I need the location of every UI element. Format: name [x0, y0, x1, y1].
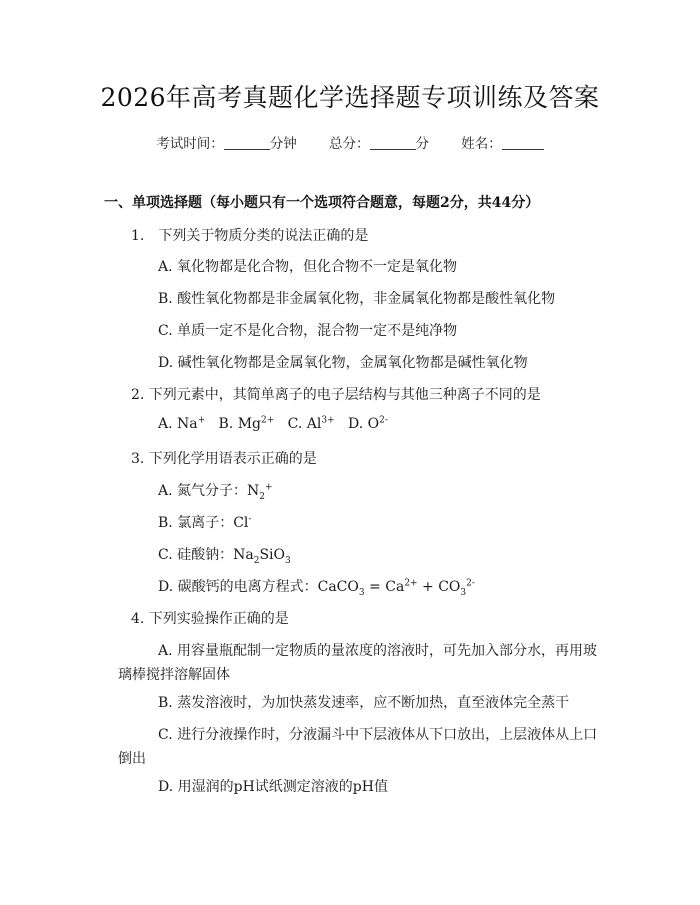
- total-score: 总分： 分: [329, 136, 429, 152]
- question-4-option-b[interactable]: B. 蒸发溶液时，为加快蒸发速率，应不断加热，直至液体完全蒸干: [158, 695, 570, 711]
- question-1-option-b[interactable]: B. 酸性氧化物都是非金属氧化物，非金属氧化物都是酸性氧化物: [158, 291, 556, 307]
- time-blank[interactable]: [224, 137, 270, 150]
- question-3-option-d[interactable]: D. 碳酸钙的电离方程式：CaCO$_3$ = $Ca^{2+} + CO_3^{2-}$: [158, 578, 475, 598]
- question-2-option-c[interactable]: C. $Al^{3+}$: [287, 415, 335, 432]
- question-4-option-c-line1[interactable]: C. 进行分液操作时，分液漏斗中下层液体从下口放出，上层液体从上口: [158, 727, 598, 743]
- question-2-stem: 2. 下列元素中，其简单离子的电子层结构与其他三种离子不同的是: [131, 387, 541, 403]
- question-4-stem: 4. 下列实验操作正确的是: [131, 611, 289, 627]
- question-3-option-b[interactable]: B. 氯离子：Cl-: [158, 514, 252, 531]
- question-1-option-a[interactable]: A. 氧化物都是化合物，但化合物不一定是氧化物: [158, 259, 458, 275]
- exam-time: 考试时间： 分钟: [156, 136, 297, 152]
- question-3-stem: 3. 下列化学用语表示正确的是: [131, 451, 317, 467]
- question-3-option-a[interactable]: A. 氮气分子：$N_2^+$: [158, 482, 273, 502]
- question-1-option-c[interactable]: C. 单质一定不是化合物，混合物一定不是纯净物: [158, 323, 458, 339]
- page-title: 2026年高考真题化学选择题专项训练及答案: [100, 83, 600, 112]
- question-2-option-d[interactable]: D. $O^{2-}$: [348, 415, 388, 432]
- question-1-option-d[interactable]: D. 碱性氧化物都是金属氧化物，金属氧化物都是碱性氧化物: [158, 355, 528, 371]
- question-2-option-b[interactable]: B. $Mg^{2+}$: [218, 415, 275, 432]
- question-4-option-d[interactable]: D. 用湿润的pH试纸测定溶液的pH值: [158, 779, 388, 795]
- question-2-options: [158, 416, 388, 432]
- question-2-option-a[interactable]: A. Na+: [158, 415, 206, 432]
- question-4-option-a-line1[interactable]: A. 用容量瓶配制一定物质的量浓度的溶液时，可先加入部分水，再用玻: [158, 643, 598, 659]
- question-4-option-a-line2[interactable]: 璃棒搅拌溶解固体: [118, 667, 230, 683]
- question-4-option-c-line2[interactable]: 倒出: [118, 751, 146, 767]
- name-blank[interactable]: [502, 137, 544, 150]
- score-blank[interactable]: [370, 137, 416, 150]
- exam-info-line: [0, 132, 700, 152]
- student-name: 姓名：: [461, 132, 544, 152]
- question-3-option-c[interactable]: C. 硅酸钠：$Na_2SiO_3$: [158, 547, 291, 566]
- section-heading: 一、单项选择题（每小题只有一个选项符合题意，每题2分，共44分）: [104, 195, 540, 211]
- question-1-stem: 1. 下列关于物质分类的说法正确的是: [131, 228, 369, 244]
